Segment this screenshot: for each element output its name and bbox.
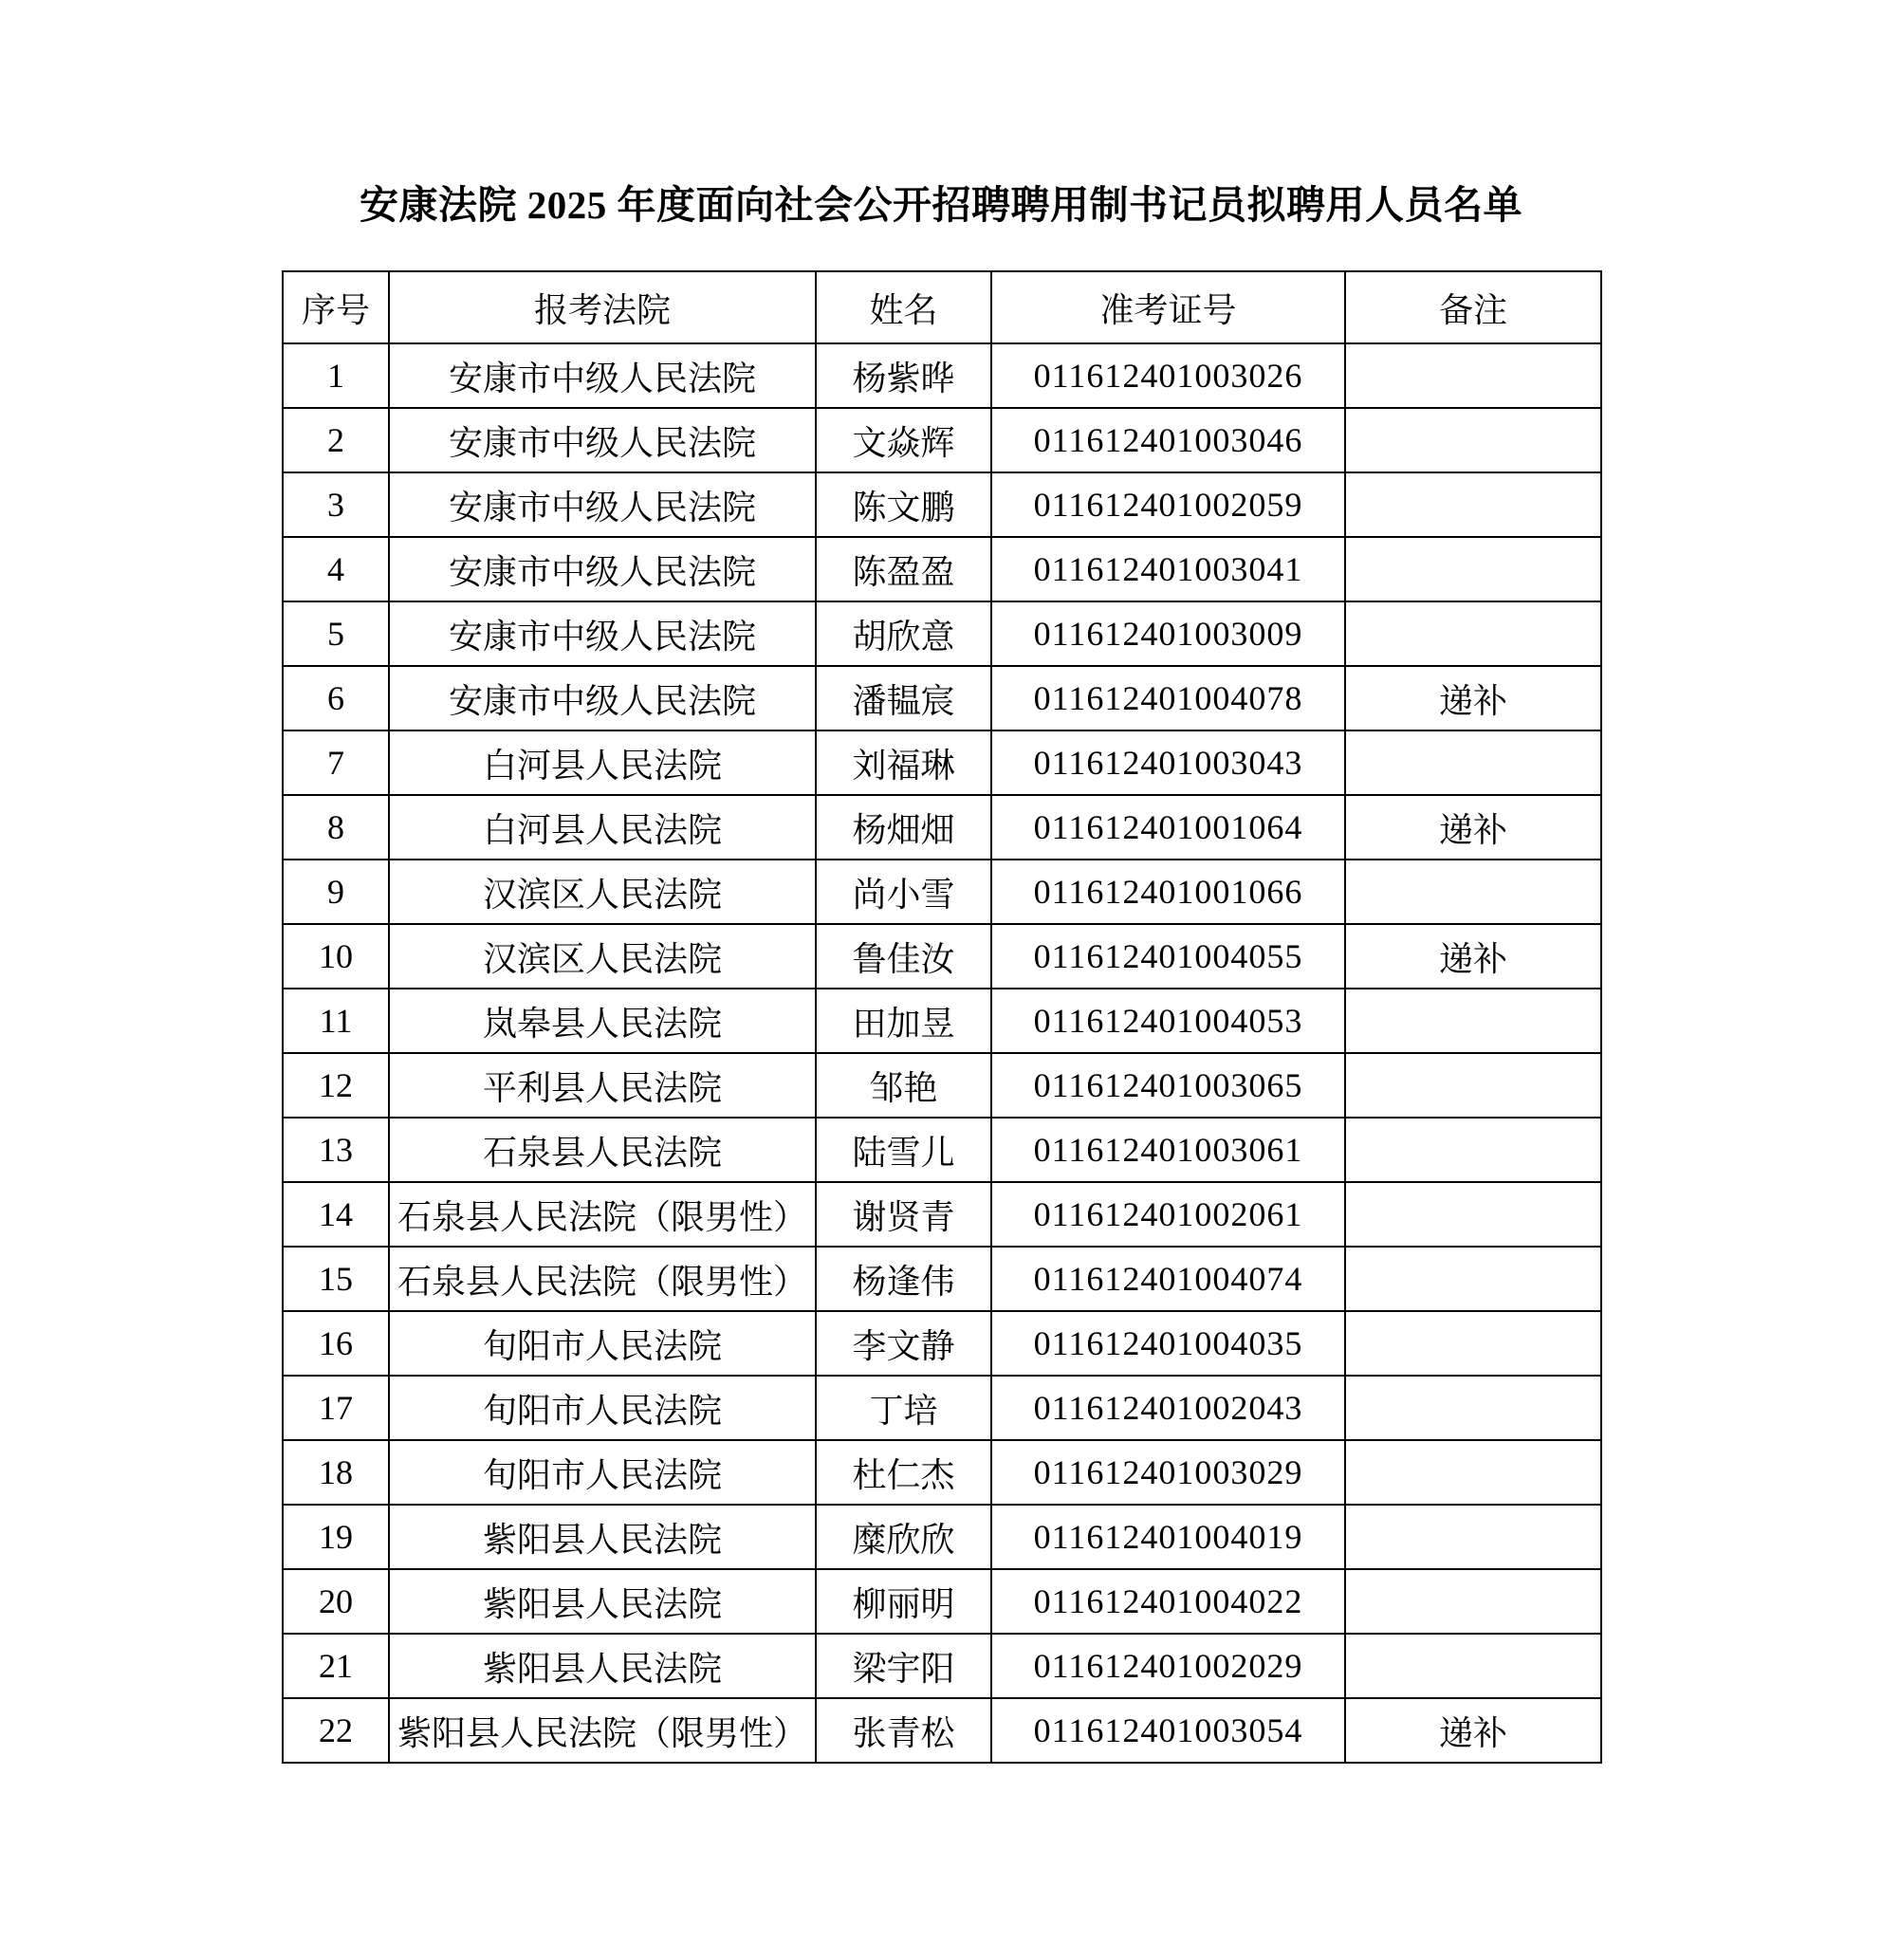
cell-ticket: 011612401003054: [991, 1698, 1345, 1763]
cell-name: 鲁佳汝: [816, 924, 991, 989]
table-row: [283, 924, 1601, 989]
cell-ticket: 011612401003046: [991, 408, 1345, 472]
cell-court: 石泉县人民法院（限男性）: [389, 1247, 816, 1311]
cell-name: 糜欣欣: [816, 1505, 991, 1569]
table-row: [283, 666, 1601, 730]
cell-index: 18: [283, 1440, 389, 1505]
cell-index: 15: [283, 1247, 389, 1311]
cell-name: 丁培: [816, 1376, 991, 1440]
table-row: [283, 795, 1601, 860]
cell-court: 安康市中级人民法院: [389, 472, 816, 537]
cell-name: 邹艳: [816, 1053, 991, 1118]
cell-court: 安康市中级人民法院: [389, 343, 816, 408]
cell-note: [1345, 343, 1601, 408]
header-row: [283, 271, 1601, 343]
cell-index: 5: [283, 601, 389, 666]
cell-court: 紫阳县人民法院: [389, 1505, 816, 1569]
cell-ticket: 011612401002043: [991, 1376, 1345, 1440]
table-row: [283, 601, 1601, 666]
cell-name: 张青松: [816, 1698, 991, 1763]
cell-note: [1345, 1053, 1601, 1118]
cell-ticket: 011612401003029: [991, 1440, 1345, 1505]
cell-court: 紫阳县人民法院: [389, 1634, 816, 1698]
cell-ticket: 011612401004055: [991, 924, 1345, 989]
table-row: [283, 1440, 1601, 1505]
cell-note: [1345, 1440, 1601, 1505]
table-row: [283, 1053, 1601, 1118]
cell-index: 9: [283, 860, 389, 924]
table-body: [283, 343, 1601, 1763]
cell-note: [1345, 472, 1601, 537]
cell-court: 平利县人民法院: [389, 1053, 816, 1118]
table-row: [283, 1118, 1601, 1182]
page-title: 安康法院 2025 年度面向社会公开招聘聘用制书记员拟聘用人员名单: [360, 183, 1522, 227]
cell-note: 递补: [1345, 795, 1601, 860]
cell-ticket: 011612401003065: [991, 1053, 1345, 1118]
table-row: [283, 1698, 1601, 1763]
cell-index: 1: [283, 343, 389, 408]
table-header: [283, 271, 1601, 343]
cell-index: 3: [283, 472, 389, 537]
cell-name: 潘韫宸: [816, 666, 991, 730]
cell-ticket: 011612401001064: [991, 795, 1345, 860]
cell-ticket: 011612401003041: [991, 537, 1345, 601]
column-header-ticket: 准考证号: [991, 271, 1345, 343]
cell-name: 刘福琳: [816, 730, 991, 795]
table-row: [283, 1311, 1601, 1376]
cell-note: [1345, 1505, 1601, 1569]
cell-ticket: 011612401002059: [991, 472, 1345, 537]
cell-court: 旬阳市人民法院: [389, 1440, 816, 1505]
cell-note: [1345, 601, 1601, 666]
cell-note: [1345, 1118, 1601, 1182]
cell-name: 杜仁杰: [816, 1440, 991, 1505]
cell-note: [1345, 1376, 1601, 1440]
table-row: [283, 343, 1601, 408]
cell-note: [1345, 860, 1601, 924]
cell-index: 12: [283, 1053, 389, 1118]
cell-name: 陆雪儿: [816, 1118, 991, 1182]
cell-name: 杨逢伟: [816, 1247, 991, 1311]
cell-ticket: 011612401004022: [991, 1569, 1345, 1634]
column-header-name: 姓名: [816, 271, 991, 343]
cell-index: 13: [283, 1118, 389, 1182]
cell-ticket: 011612401002061: [991, 1182, 1345, 1247]
cell-note: [1345, 989, 1601, 1053]
cell-note: [1345, 1634, 1601, 1698]
cell-name: 杨畑畑: [816, 795, 991, 860]
cell-index: 6: [283, 666, 389, 730]
cell-ticket: 011612401001066: [991, 860, 1345, 924]
cell-court: 安康市中级人民法院: [389, 408, 816, 472]
column-header-index: 序号: [283, 271, 389, 343]
column-header-court: 报考法院: [389, 271, 816, 343]
cell-name: 陈盈盈: [816, 537, 991, 601]
cell-note: [1345, 537, 1601, 601]
cell-ticket: 011612401004019: [991, 1505, 1345, 1569]
cell-index: 7: [283, 730, 389, 795]
table-row: [283, 472, 1601, 537]
cell-index: 22: [283, 1698, 389, 1763]
column-header-note: 备注: [1345, 271, 1601, 343]
cell-note: [1345, 1247, 1601, 1311]
cell-index: 21: [283, 1634, 389, 1698]
cell-index: 2: [283, 408, 389, 472]
cell-court: 岚皋县人民法院: [389, 989, 816, 1053]
cell-court: 石泉县人民法院: [389, 1118, 816, 1182]
cell-ticket: 011612401003043: [991, 730, 1345, 795]
cell-court: 安康市中级人民法院: [389, 666, 816, 730]
cell-note: [1345, 1182, 1601, 1247]
cell-ticket: 011612401004053: [991, 989, 1345, 1053]
cell-index: 19: [283, 1505, 389, 1569]
cell-note: 递补: [1345, 666, 1601, 730]
cell-ticket: 011612401003009: [991, 601, 1345, 666]
cell-index: 10: [283, 924, 389, 989]
table-row: [283, 537, 1601, 601]
cell-index: 17: [283, 1376, 389, 1440]
cell-name: 胡欣意: [816, 601, 991, 666]
table-row: [283, 1634, 1601, 1698]
cell-index: 8: [283, 795, 389, 860]
table-row: [283, 1569, 1601, 1634]
cell-name: 谢贤青: [816, 1182, 991, 1247]
cell-index: 11: [283, 989, 389, 1053]
cell-court: 安康市中级人民法院: [389, 601, 816, 666]
cell-note: 递补: [1345, 1698, 1601, 1763]
cell-note: [1345, 730, 1601, 795]
table-row: [283, 1505, 1601, 1569]
cell-note: 递补: [1345, 924, 1601, 989]
cell-name: 梁宇阳: [816, 1634, 991, 1698]
cell-name: 尚小雪: [816, 860, 991, 924]
cell-ticket: 011612401004035: [991, 1311, 1345, 1376]
roster-table: [282, 270, 1602, 1764]
cell-court: 紫阳县人民法院（限男性）: [389, 1698, 816, 1763]
cell-index: 16: [283, 1311, 389, 1376]
cell-name: 柳丽明: [816, 1569, 991, 1634]
cell-name: 文焱辉: [816, 408, 991, 472]
cell-name: 田加昱: [816, 989, 991, 1053]
table-row: [283, 408, 1601, 472]
cell-ticket: 011612401004074: [991, 1247, 1345, 1311]
cell-name: 杨紫晔: [816, 343, 991, 408]
cell-ticket: 011612401002029: [991, 1634, 1345, 1698]
table-row: [283, 1182, 1601, 1247]
cell-name: 李文静: [816, 1311, 991, 1376]
cell-court: 白河县人民法院: [389, 795, 816, 860]
cell-note: [1345, 1569, 1601, 1634]
cell-court: 紫阳县人民法院: [389, 1569, 816, 1634]
cell-court: 旬阳市人民法院: [389, 1311, 816, 1376]
cell-note: [1345, 1311, 1601, 1376]
table-row: [283, 860, 1601, 924]
table-row: [283, 730, 1601, 795]
table-row: [283, 1376, 1601, 1440]
cell-index: 14: [283, 1182, 389, 1247]
cell-index: 4: [283, 537, 389, 601]
cell-court: 旬阳市人民法院: [389, 1376, 816, 1440]
cell-name: 陈文鹏: [816, 472, 991, 537]
cell-court: 白河县人民法院: [389, 730, 816, 795]
cell-ticket: 011612401003026: [991, 343, 1345, 408]
cell-ticket: 011612401004078: [991, 666, 1345, 730]
cell-note: [1345, 408, 1601, 472]
table-row: [283, 989, 1601, 1053]
cell-court: 汉滨区人民法院: [389, 860, 816, 924]
cell-court: 安康市中级人民法院: [389, 537, 816, 601]
table-row: [283, 1247, 1601, 1311]
cell-index: 20: [283, 1569, 389, 1634]
cell-court: 汉滨区人民法院: [389, 924, 816, 989]
cell-ticket: 011612401003061: [991, 1118, 1345, 1182]
cell-court: 石泉县人民法院（限男性）: [389, 1182, 816, 1247]
